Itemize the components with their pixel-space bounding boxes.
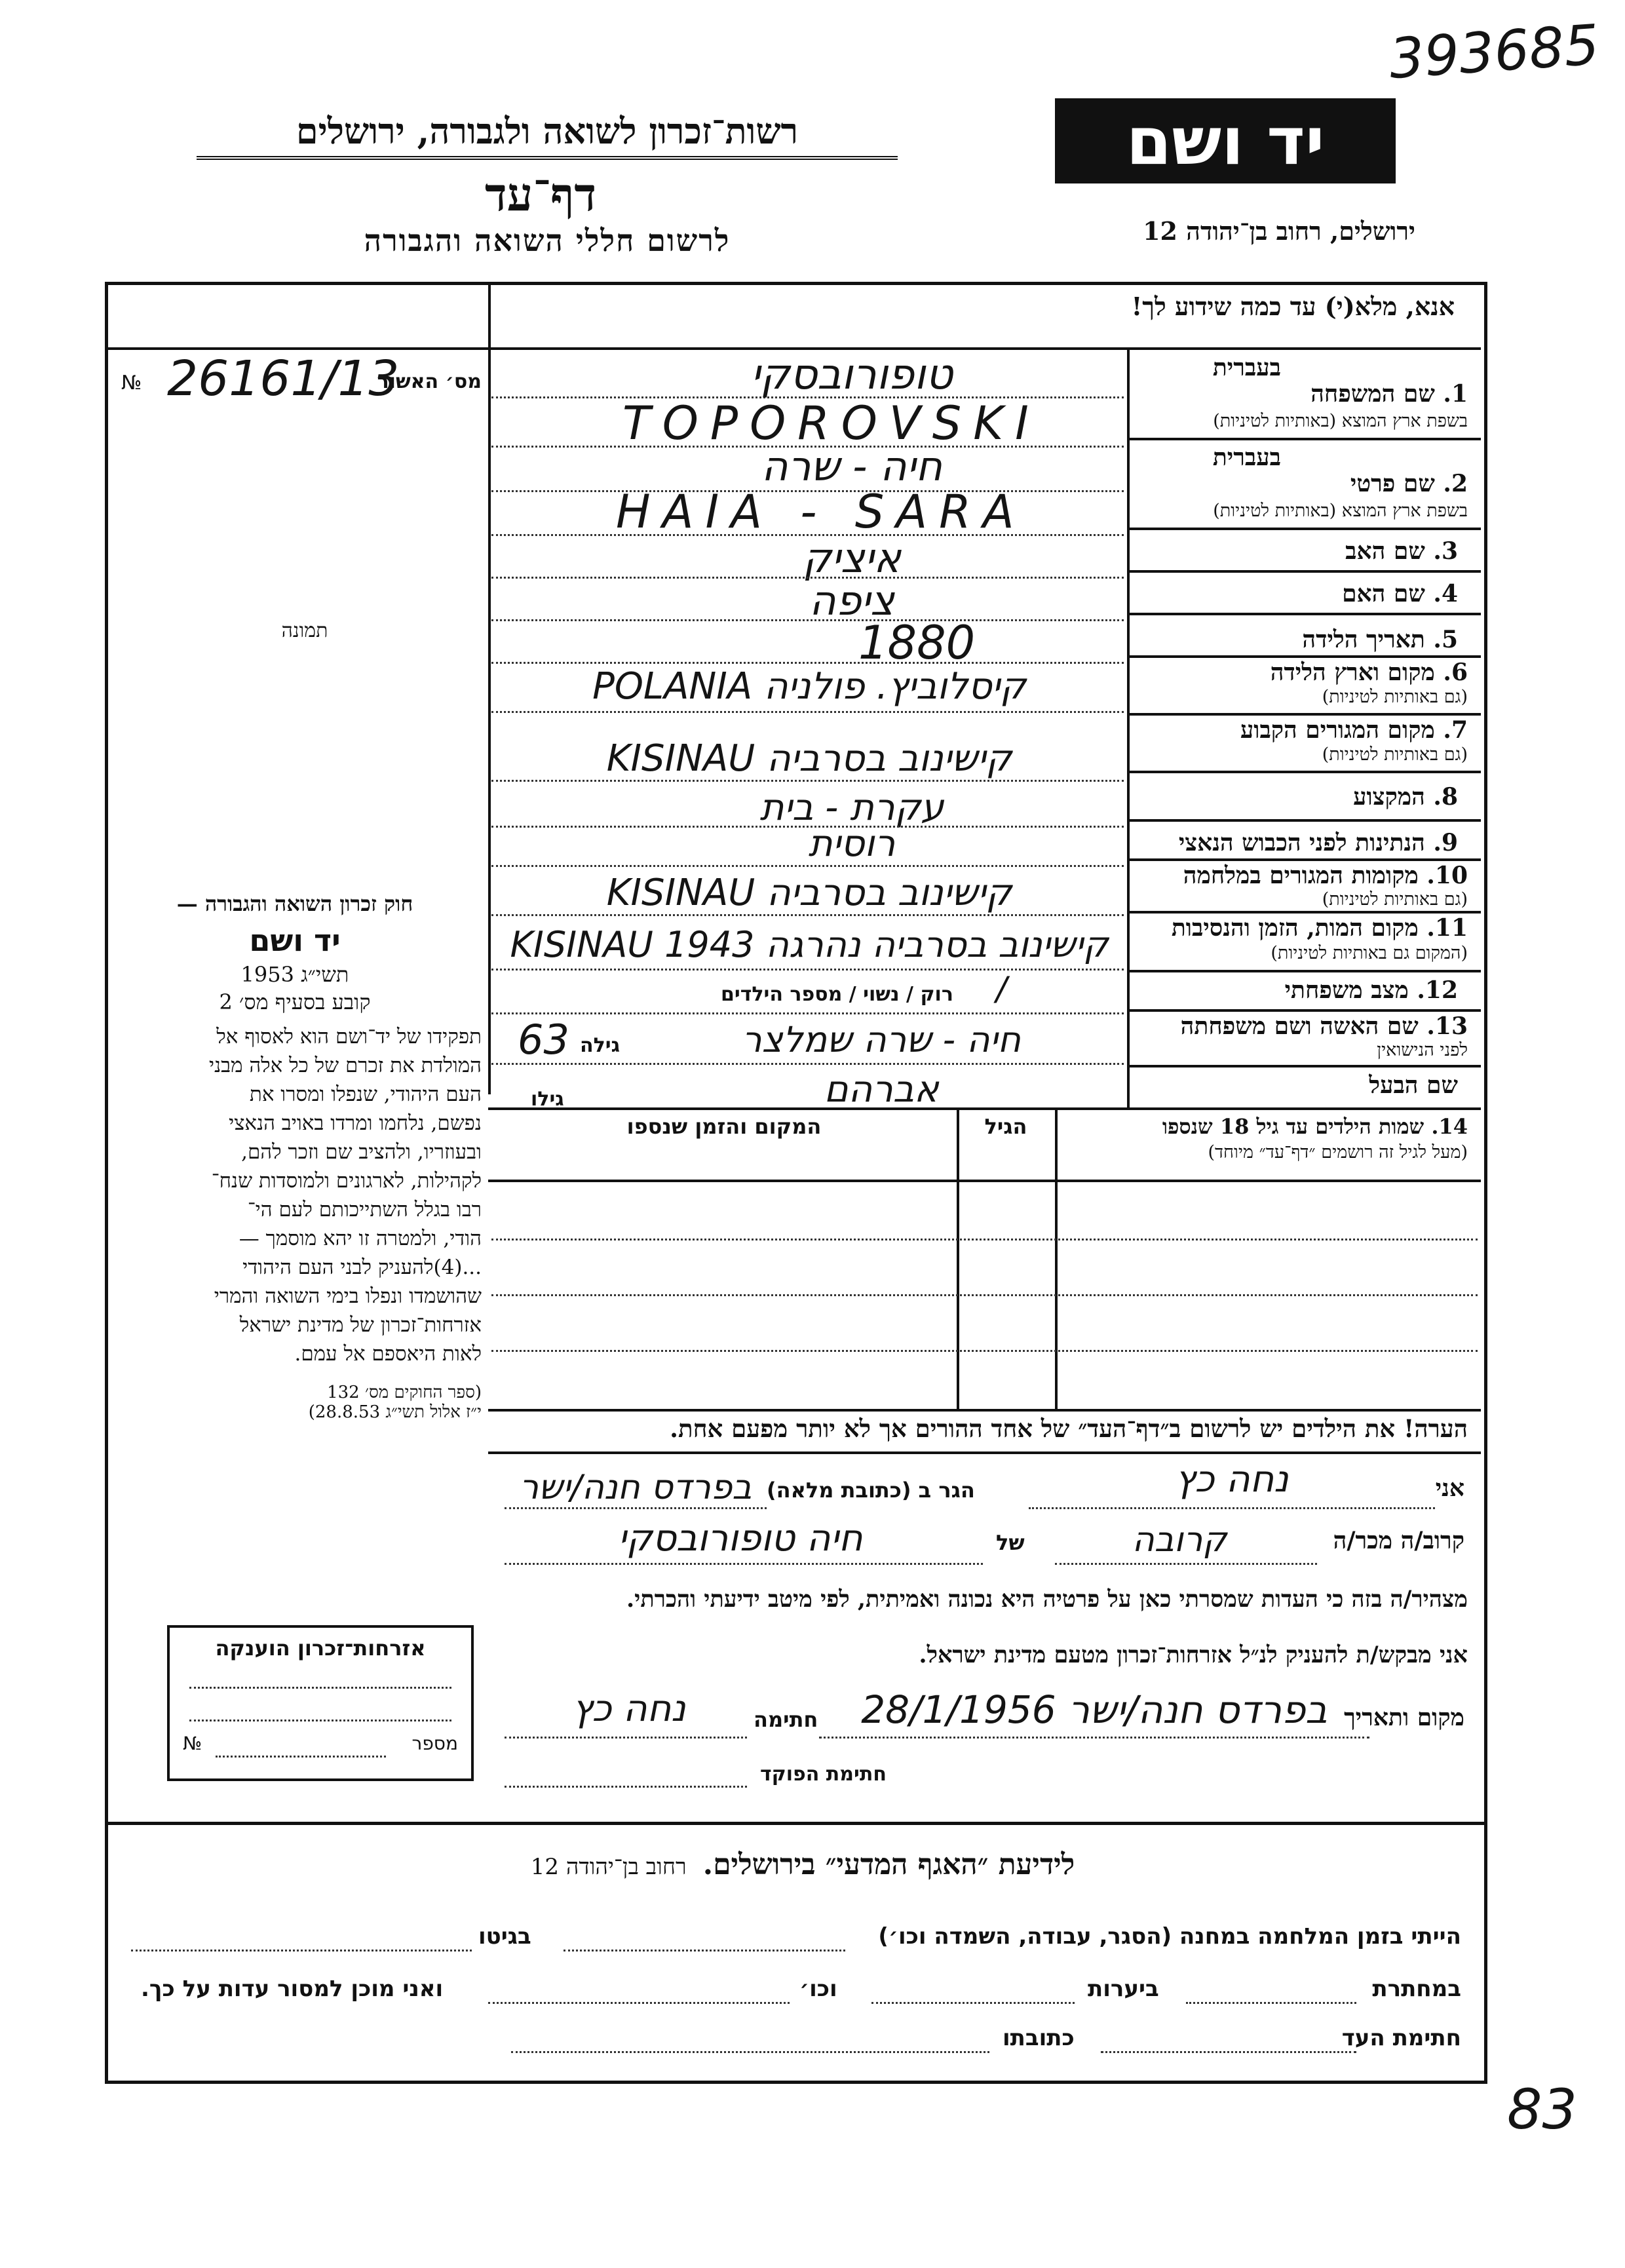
father-name-value: איציק	[803, 534, 901, 582]
declaration-text: מצהיר/ה בזה כי העדות שמסרתי כאן על פרטיה היא נכונה ואמיתית, לפי מיטב ידיעתי והכרתי.	[626, 1586, 1468, 1613]
marital-options: רוק / נשוי / מספר הילדים	[721, 983, 953, 1006]
wife-age-value: 63	[518, 1016, 569, 1064]
place-date-value: בפרדס חנה/ישר 28/1/1956	[861, 1687, 1328, 1732]
footer-divider	[105, 1822, 1484, 1825]
witness-address: בפרדס חנה/ישר	[519, 1468, 752, 1507]
field-family-name: בעברית 1. שם המשפחה בשפת ארץ המוצא (באותיות לטיניות)	[1212, 354, 1468, 431]
footer-title-row: לידיעת ״האגף המדעי״ בירושלים. רחוב בן־יהודה 12	[530, 1848, 1075, 1881]
signature-value: נחה כץ	[572, 1687, 686, 1730]
children-table-top	[488, 1107, 1481, 1110]
citizenship-value: רוסית	[808, 822, 896, 865]
field-birth-date: 5. תאריך הלידה	[1302, 626, 1458, 653]
wartime-residence-value: קישינוב בסרביה KISINAU	[606, 872, 1012, 914]
field-wartime-residence: 10. מקומות המגורים במלחמה (גם באותיות לטיניות)	[1183, 862, 1468, 910]
field-death-place: 11. מקום המות, הזמן והנסיבות (המקום גם באותיות לטיניות)	[1171, 914, 1468, 963]
archive-number: 393685	[1386, 12, 1601, 92]
husband-name-value: אברהם	[824, 1068, 939, 1111]
form-subtitle: לרשום חללי השואה והגבורה	[364, 223, 731, 258]
field-birth-place: 6. מקום וארץ הלידה (גם באותיות לטיניות)	[1270, 659, 1468, 707]
birth-date-value: 1880	[858, 616, 976, 670]
mother-name-value: ציפה	[809, 577, 894, 625]
first-name-latin: HAIA - SARA	[616, 485, 1026, 539]
witness-name: נחה כץ	[1175, 1458, 1289, 1501]
request-text: אני מבקש/ת להעניק לנ״ל אזרחות־זכרון מטעם מדינת ישראל.	[919, 1642, 1468, 1668]
permanent-residence-value: קישינוב בסרביה KISINAU	[606, 737, 1012, 780]
profession-value: עקרת - בית	[759, 786, 944, 829]
law-panel: חוק זכרון השואה והגבורה — יד ושם תשי״ג 1953 קובע בסעיף מס׳ 2 תפקידו של יד־ושם הוא לאסוף אל המולדת את זכרם של כל אלה מבני העם היהודי, שנפלו ומסרו את נפשם, נלחמו ומרדו באויב הנאצי ובעוזריו, ולהציב שם וזכר להם, לקהילות, לארגונים ולמוסדות שנח־ רבו בגלל השתייכותם לעם הי־ הודי, ולמטרה זו יהא מוסמך — ...(4)להעניק לבני העם היהודי שהושמדו ונפלו בימי השואה והמרי אזרחות־זכרון של מדינת ישראל לאות היאספם אל עמם. (ספר החוקים מס׳ 132 י״ז אלול תשי״ג 28.8.53)	[108, 891, 482, 1481]
note-text: הערה! את הילדים יש לרשום ב״דף־העד״ של אחד ההורים אך לא יותר מפעם אחת.	[670, 1414, 1468, 1443]
field-profession: 8. המקצוע	[1353, 783, 1458, 811]
citizenship-box: אזרחות־זכרון הוענקה מספר №	[167, 1625, 474, 1781]
field-husband-name: שם הבעל	[1369, 1071, 1458, 1099]
first-name-hebrew: חיה - שרה	[761, 442, 943, 490]
label-column-divider	[1127, 347, 1130, 1107]
org-line: רשות־זכרון לשואה ולגבורה, ירושלים	[197, 110, 898, 160]
yad-vashem-logo: יד ושם	[1055, 98, 1396, 183]
form-title: דף־עד	[484, 167, 596, 221]
field-mother-name: 4. שם האם	[1342, 580, 1458, 607]
children-age-header: הגיל	[984, 1114, 1027, 1139]
intro-text: אנא, מלא(י) עד כמה שידוע לך!	[1131, 292, 1455, 321]
death-place-value: קישינוב בסרביה נהרגה KISINAU 1943	[510, 924, 1109, 965]
field-wife-name: 13. שם האשה ושם משפחתה לפני הנישואין	[1180, 1012, 1468, 1060]
registration-number: 26161/13	[167, 351, 400, 407]
page-number: 83	[1507, 2077, 1577, 2142]
field-father-name: 3. שם האב	[1345, 537, 1458, 565]
field-first-name: בעברית 2. שם פרטי בשפת ארץ המוצא (באותיות לטיניות)	[1212, 444, 1468, 521]
fields-top-line	[488, 347, 1481, 350]
children-place-header: המקום והזמן שנספו	[626, 1114, 822, 1139]
wife-name-value: חיה - שרה שמלצר	[742, 1019, 1021, 1060]
birth-place-value: קיסלוביץ. פולניה POLANIA	[592, 665, 1026, 708]
registration-row: מס׳ האשור 26161/13 №	[121, 351, 482, 407]
law-text: תפקידו של יד־ושם הוא לאסוף אל המולדת את זכרם של כל אלה מבני העם היהודי, שנפלו ומסרו את נפשם, נלחמו ומרדו באויב הנאצי ובעוזריו, ולהציב שם וזכר להם, לקהילות, לארגונים ולמוסדות שנח־ רבו בגלל השתייכותם לעם הי־ הודי, ולמטרה זו יהא מוסמך — ...(4)להעניק לבני העם היהודי שהושמדו ונפלו בימי השואה והמרי אזרחות־זכרון של מדינת ישראל לאות היאספם אל עמם.	[208, 1025, 482, 1366]
testimony-of-value: חיה טופורובסקי	[618, 1517, 863, 1560]
photo-box-top	[108, 347, 488, 350]
field-marital-status: 12. מצב משפחתי	[1284, 976, 1458, 1004]
family-name-latin: TOPOROVSKI	[622, 396, 1041, 450]
header-address: ירושלים, רחוב בן־יהודה 12	[1143, 216, 1415, 246]
left-column-divider	[488, 285, 491, 1094]
field-citizenship: 9. הנתינות לפני הכבוש הנאצי	[1178, 829, 1458, 856]
photo-label: תמונה	[281, 619, 328, 642]
family-name-hebrew: טופורובסקי	[750, 351, 953, 399]
marital-status-value: /	[996, 970, 1007, 1008]
field-permanent-residence: 7. מקום המגורים הקבוע (גם באותיות לטיניות)	[1240, 716, 1468, 765]
field-children: 14. שמות הילדים עד גיל 18 שנספו (מעל לגיל זה רושמים ״דף־עד״ מיוחד)	[1162, 1114, 1468, 1163]
witness-relation: קרובה	[1132, 1520, 1227, 1560]
